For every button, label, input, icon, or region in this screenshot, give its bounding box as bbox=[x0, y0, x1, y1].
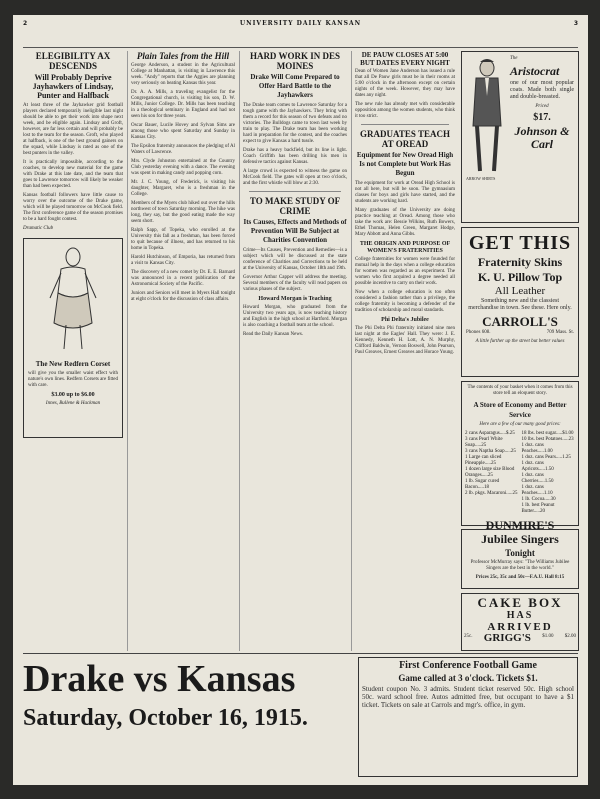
drake-kansas-headline-block bbox=[23, 657, 348, 777]
corset-figure-illustration bbox=[28, 243, 118, 353]
column-1 bbox=[23, 51, 123, 651]
price-list-item: 10 lbs. best Potatoes.....23 bbox=[521, 437, 574, 442]
column-divider bbox=[239, 51, 240, 651]
ad-text: will give you the smaller waist effect with nature's own lines. Redfern Corsets are fitted with care. bbox=[28, 371, 118, 388]
ad-sub: Tonight bbox=[505, 548, 535, 558]
column-item: George Anderson, a student in the Agricultural College at Manhattan, is visiting in Lawrence this week. "Andy" reports that the Aggies are planning very seriously on beating Kansas this year. bbox=[131, 63, 235, 86]
price-list-item: 3 cans Naptha Soap.....25 bbox=[465, 449, 516, 454]
article-deck-des-moines: Drake Will Come Prepared to Offer Hard Battle to the Jayhawkers bbox=[250, 73, 340, 99]
article-body: Drake has a heavy backfield, but its line is light. Coach Griffith has been drilling his men in defensive tactics against Kansas. bbox=[243, 148, 347, 165]
price-list-item: 2 lb. pkgs. Macaroni.....25 bbox=[465, 491, 518, 496]
article-headline-eligibility: ELEGIBILITY AX DESCENDS bbox=[35, 51, 111, 71]
price-list-item: 1 doz. cans Peaches.....1.00 bbox=[521, 443, 553, 454]
article-deck-crime: Its Causes, Effects and Methods of Prevention Will Be Subject at Charities Convention bbox=[243, 218, 347, 244]
price-list-item: 1 lb. Cocoa.....30 bbox=[521, 497, 556, 502]
article-body: It is practically impossible, according to the coaches, to develop new material for the game with Drake at this late date, and the team that goes to Lawrence tomorrow will likely be weaker than had been expected. bbox=[23, 160, 123, 189]
masthead bbox=[13, 15, 588, 49]
ad-store: GRIGG'S bbox=[483, 632, 531, 644]
ad-pre: The bbox=[510, 56, 518, 61]
article-body: Read the Daily Kansan News. bbox=[243, 332, 304, 337]
ad-title: Jubilee Singers bbox=[481, 532, 559, 546]
column-2 bbox=[131, 51, 235, 651]
ad-prices: Prices 25c, 35c and 50c—F.A.U. Hall 8:15 bbox=[475, 575, 565, 580]
ad-subhead: Fraternity Skins bbox=[477, 255, 563, 269]
article-body: A large crowd is expected to witness the game on McCook field. The gates will open at two o'clock, and the first whistle will blow at 2:30. bbox=[243, 169, 347, 186]
aristocrat-coat-ad bbox=[461, 51, 579, 223]
price-list-left bbox=[465, 431, 519, 515]
redfern-corset-ad bbox=[23, 238, 123, 438]
ad-tag: ARROW SHIRTS bbox=[466, 176, 496, 181]
article-body: Dean of Women Jane Anderson has issued a rule that all De Pauw girls must be in their rooms at 5:00 o'clock in the afternoon except on certain nights of the week. However, they may have dates any night. bbox=[355, 69, 455, 98]
column-item: Ralph Sapp, of Topeka, who enrolled at the University this fall as a freshman, has been forced to quit because of illness, and has returned to his home in Topeka. bbox=[131, 228, 235, 251]
ad-price: $3.00 up to $6.00 bbox=[51, 392, 95, 398]
jubilee-singers-ad bbox=[461, 529, 579, 589]
column-item: Oscar Bauer, Lucile Hovey and Sylvan Sims are among those who spent Saturday and Sunday in Kansas City. bbox=[131, 123, 235, 140]
masthead-rule bbox=[23, 47, 578, 48]
footer-rule bbox=[23, 653, 578, 654]
ad-subhead: All Leather bbox=[494, 285, 546, 297]
article-body: The new rule has already met with considerable opposition among the women students, who think it too strict. bbox=[355, 102, 455, 119]
ad-title: A Store of Economy and Better Service bbox=[473, 401, 567, 419]
ad-line: HAS bbox=[506, 610, 534, 621]
column-item: The Epsilon fraternity announces the pledging of Al Waters of Lawrence. bbox=[131, 144, 235, 155]
article-body: Howard Morgan, who graduated from the University two years ago, is now teaching history and English in the high school at Hartford. Morgan is also coaching a football team at the school. bbox=[243, 305, 347, 328]
ad-phone: Phones 608. bbox=[466, 330, 491, 335]
price-list-item: 1 doz. cans Apricots.....1.50 bbox=[521, 461, 554, 472]
ad-price-small: 25c. bbox=[464, 633, 473, 639]
article-body: The Phi Delta Phi fraternity initiated nine men last night at the Eagles' Hall. They were: J. E. Kennedy, Kenneth H. Lott, A. N. Murphy, Clifford Baldwin, Vernon Boswell, John Pearson, Paul Greaves, Ernest Greaves and Horace Young. bbox=[355, 326, 455, 355]
ticket-info-block bbox=[358, 657, 578, 777]
article-body: The Drake team comes to Lawrence Saturday for a tough game with the Jayhawkers. They bring with them a record for this season of two defeats and no victories. The Bulldogs came to town last week by train to play. The Drake team has been working hard in preparation for the contest, and the coaches expect to give Kansas a hard tussle. bbox=[243, 103, 347, 144]
cake-box-ad bbox=[461, 593, 579, 651]
price-lists bbox=[465, 431, 575, 515]
ad-price-big2: $2.00 bbox=[564, 633, 576, 639]
article-deck-oread: Equipment for New Oread High Is not Complete but Work Has Begun bbox=[356, 151, 454, 177]
article-headline-de-pauw: DE PAUW CLOSES AT 5:00 BUT DATES EVERY NIGHT bbox=[360, 51, 450, 67]
column-divider bbox=[127, 51, 128, 651]
price-list-item: 1 doz. cans Pears.....1.25 bbox=[521, 455, 571, 460]
article-headline-crime: TO MAKE STUDY OF CRIME bbox=[249, 196, 341, 216]
ad-line: CAKE BOX bbox=[477, 595, 563, 610]
ad-date: Saturday, October 16, 1915. bbox=[23, 705, 308, 731]
price-list-item: 1 dozen large size Blood Oranges.....25 bbox=[465, 467, 515, 478]
ad-store: CARROLL'S bbox=[482, 314, 558, 329]
ad-store: DUNMIRE'S bbox=[485, 518, 555, 532]
ad-title: The New Redfern Corset bbox=[35, 360, 111, 368]
divider bbox=[249, 191, 341, 192]
price-list-item: 1 doz. cans Cherries.....1.50 bbox=[521, 473, 554, 484]
price-list-item: 1 lb. best Peanut Butter.....20 bbox=[521, 503, 555, 514]
ad-line: ARRIVED bbox=[487, 621, 553, 633]
column-item: Dr. A. A. Mills, a traveling evangelist for the Congregational church, is visiting his son, D. W. Mills, Junior College. Dr. Mills has been teaching in a theological seminary in England and had not seen his son for three years. bbox=[131, 90, 235, 119]
ad-sub: Here are a few of our many good prices: bbox=[479, 422, 561, 427]
dunmires-ad bbox=[461, 381, 579, 532]
ad-contact-row bbox=[466, 330, 574, 339]
article-body: Now when a college education is too often considered a fashion rather than a privilege, the college fraternity is becoming a defender of the tradition of scholarship and moral standards. bbox=[355, 290, 455, 313]
article-body: College fraternities for women were founded for mutual help in the days when a college education for women was regarded as an experiment. The women who first acquired a degree needed all possible incentive to carry on their work. bbox=[355, 257, 455, 286]
ad-price: $17. bbox=[533, 112, 551, 123]
ad-heading: Game called at 3 o'clock. Tickets $1. bbox=[398, 673, 538, 683]
ad-title: Drake vs Kansas bbox=[23, 658, 296, 700]
price-list-item: 3 cans Pearl White Soap.....25 bbox=[465, 437, 503, 448]
price-list-item: 2 cans Asparagus.....$.25 bbox=[465, 431, 515, 436]
article-signature: Dramatic Club bbox=[23, 226, 54, 231]
ad-price-label: Priced bbox=[535, 104, 549, 109]
price-list-item: 1 lb. Sugar cured Bacon.....18 bbox=[465, 479, 500, 490]
price-list-item: 1 doz. cans Peaches.....1.10 bbox=[521, 485, 553, 496]
carrolls-ad bbox=[461, 227, 579, 377]
page-number-left: 2 bbox=[23, 20, 28, 27]
article-subhead-phi-delta: Phi Delta's Jubilee bbox=[381, 317, 429, 323]
newspaper-page bbox=[13, 15, 588, 785]
column-divider bbox=[351, 51, 352, 651]
ad-text: one of our most popular coats. Made both single and double-breasted. bbox=[510, 80, 574, 100]
ad-text: Something new and the classiest merchandise in town. See these. Here only. bbox=[468, 298, 572, 311]
column-headline-plain-tales: Plain Tales from the Hill bbox=[136, 51, 230, 61]
column-item: The discovery of a new comet by Dr. E. E. Barnard was announced in a recent publication of the Astronomical Society of the Pacific. bbox=[131, 270, 235, 287]
article-body: At least three of the Jayhawker grid football players declared temporarily ineligible last night should be able to get their work into shape next week, and be eligible again. Lindsay and Groft, however, are far less certain and will probably be lost to the team for the season. Groft, who played at halfback, is one of the best ground gainers on the squad, while Lindsay is rated as one of the best punters in the valley. bbox=[23, 103, 123, 156]
ad-title: Aristocrat bbox=[510, 64, 560, 78]
column-4 bbox=[355, 51, 455, 651]
column-item: Members of the Myers club hiked out over the hills northwest of town Saturday morning. The hike was long, they say, but the good eating made the way seem short. bbox=[131, 201, 235, 224]
column-item: Harold Hutchinson, of Emporia, has returned from a visit to Kansas City. bbox=[131, 255, 235, 266]
page-number-right: 3 bbox=[573, 20, 578, 27]
article-body: Kansas football followers have little cause to worry over the outcome of the Drake game, which will be played tomorrow on McCook field. The first conference game of the season promises to be a hard fought contest. bbox=[23, 193, 123, 222]
column-item: Juniors and Seniors will meet in Myers Hall tonight at eight o'clock for the discussion of class affairs. bbox=[131, 291, 235, 302]
article-body: Many graduates of the University are doing practice teaching at Oread. Among those who take the work are: Bessie Wilkins, Ruth Bowers, Ethel Thomas, Helen Green, Margaret Hodge, Mary Abbott and Anna Gibbs. bbox=[355, 208, 455, 237]
ad-footer-row bbox=[464, 633, 576, 643]
ad-text: Professor McMurray says: "The Williams Jubilee Singers are the best in the world." bbox=[470, 560, 570, 571]
article-headline-des-moines: HARD WORK IN DES MOINES bbox=[249, 51, 341, 71]
ad-price-big: $1.00 bbox=[542, 633, 554, 639]
ad-tagline: A little further up the street but better values bbox=[475, 339, 565, 344]
drake-kansas-ad bbox=[23, 657, 578, 777]
column-item: Mrs. Clyde Johnston entertained at the Country Club yesterday evening with a dance. The evening was spent in making candy and popping corn. bbox=[131, 159, 235, 176]
ad-heading: First Conference Football Game bbox=[399, 660, 537, 671]
article-headline-fraternities: THE ORIGIN AND PURPOSE OF WOMEN'S FRATERNITIES bbox=[359, 241, 451, 254]
divider bbox=[361, 124, 449, 125]
price-list-item: 1 Large can sliced Pineapple.....25 bbox=[465, 455, 502, 466]
column-item: Mr. J. C. Young, of Frederick, is visiting his daughter, Margaret, who is a freshman in the College. bbox=[131, 180, 235, 197]
ad-subhead: K. U. Pillow Top bbox=[477, 270, 563, 284]
ad-headline: GET THIS bbox=[468, 232, 572, 254]
price-list-item: 18 lbs. best sugar.....$1.00 bbox=[521, 431, 574, 436]
article-body: The equipment for work at Oread High School is not all here, but will be soon. The gymnasium classes for boys and girls have started, and the students are working hard. bbox=[355, 181, 455, 204]
ad-text: Student coupon No. 3 admits. Student ticket reserved 50c. High school 50c. ward school free. Autos admitted free, but occupant to have a $1 ticket. Tickets on sale at Carrols and mgr's. office, in gym. bbox=[362, 685, 574, 709]
ad-address: 709 Mass. St. bbox=[546, 330, 574, 335]
gentleman-coat-illustration bbox=[466, 56, 508, 176]
article-headline-oread: GRADUATES TEACH AT OREAD bbox=[360, 129, 450, 149]
article-body: Governor Arthur Capper will address the meeting. Several members of the faculty will read papers on various phases of the subject. bbox=[243, 275, 347, 292]
ad-footer: Innes, Bullene & Hackman bbox=[45, 401, 101, 406]
column-3 bbox=[243, 51, 347, 651]
article-subhead-morgan: Howard Morgan is Teaching bbox=[258, 296, 332, 302]
article-deck-eligibility: Will Probably Deprive Jayhawkers of Lindsay, Punter and Halfback bbox=[32, 73, 114, 100]
ad-pre: The contents of your basket when it comes from this store tell an eloquent story. bbox=[467, 385, 573, 396]
article-body: Crime—Its Causes, Prevention and Remedies—is a subject which will be discussed at the state conference of Charities and Corrections to be held at the University of Kansas, October 18th and 19th. bbox=[243, 248, 347, 271]
price-list-right bbox=[522, 431, 576, 515]
ad-store: Johnson & Carl bbox=[514, 124, 570, 151]
paper-name: UNIVERSITY DAILY KANSAN bbox=[239, 20, 362, 27]
